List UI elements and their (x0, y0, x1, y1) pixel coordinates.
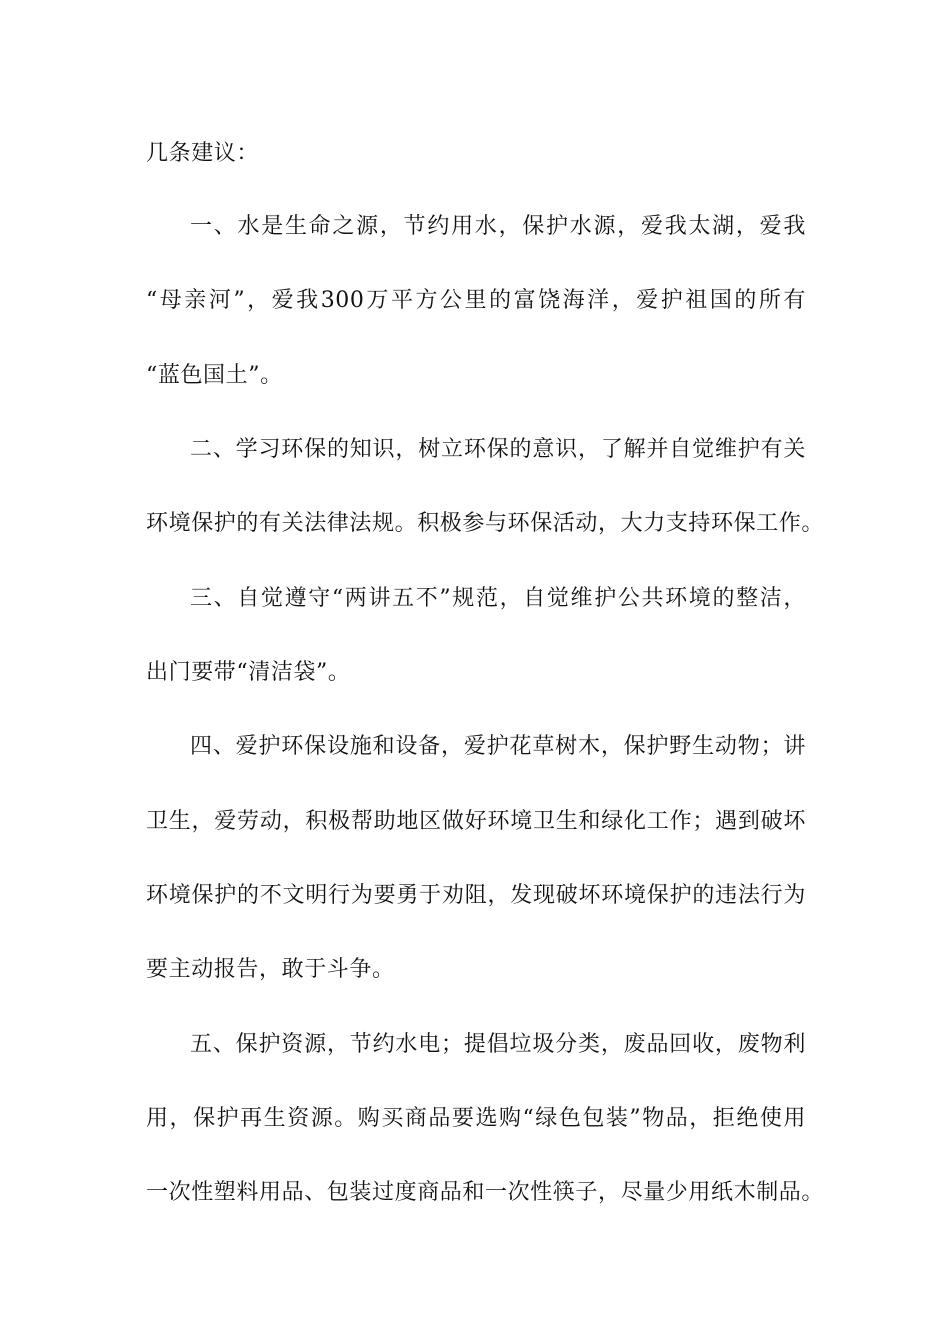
suggestion-1-line-1: 一、水是生命之源，节约用水，保护水源，爱我太湖，爱我 (190, 214, 806, 239)
suggestion-1-line-3: “蓝色国土”。 (146, 363, 283, 388)
suggestion-5-line-3: 一次性塑料用品、包装过度商品和一次性筷子，尽量少用纸木制品。 (146, 1180, 825, 1205)
suggestion-5-line-2: 用，保护再生资源。购买商品要选购“绿色包装”物品，拒绝使用 (146, 1106, 806, 1131)
suggestion-1-line-2: “母亲河”，爱我300万平方公里的富饶海洋，爱护祖国的所有 (146, 288, 806, 313)
suggestion-2-line-2: 环境保护的有关法律法规。积极参与环保活动，大力支持环保工作。 (146, 511, 825, 536)
suggestion-3-line-2: 出门要带“清洁袋”。 (146, 660, 351, 685)
suggestion-4-line-2: 卫生，爱劳动，积极帮助地区做好环境卫生和绿化工作；遇到破坏 (146, 809, 806, 834)
suggestion-4-line-1: 四、爱护环保设施和设备，爱护花草树木，保护野生动物；讲 (190, 734, 806, 759)
intro-heading: 几条建议： (146, 141, 260, 166)
suggestion-4-line-3: 环境保护的不文明行为要勇于劝阻，发现破坏环境保护的违法行为 (146, 883, 806, 908)
suggestion-4-line-4: 要主动报告，敢于斗争。 (146, 957, 395, 982)
suggestion-5-line-1: 五、保护资源，节约水电；提倡垃圾分类，废品回收，废物利 (190, 1032, 806, 1057)
suggestion-3-line-1: 三、自觉遵守“两讲五不”规范，自觉维护公共环境的整洁， (190, 586, 806, 611)
suggestion-2-line-1: 二、学习环保的知识，树立环保的意识，了解并自觉维护有关 (190, 437, 806, 462)
